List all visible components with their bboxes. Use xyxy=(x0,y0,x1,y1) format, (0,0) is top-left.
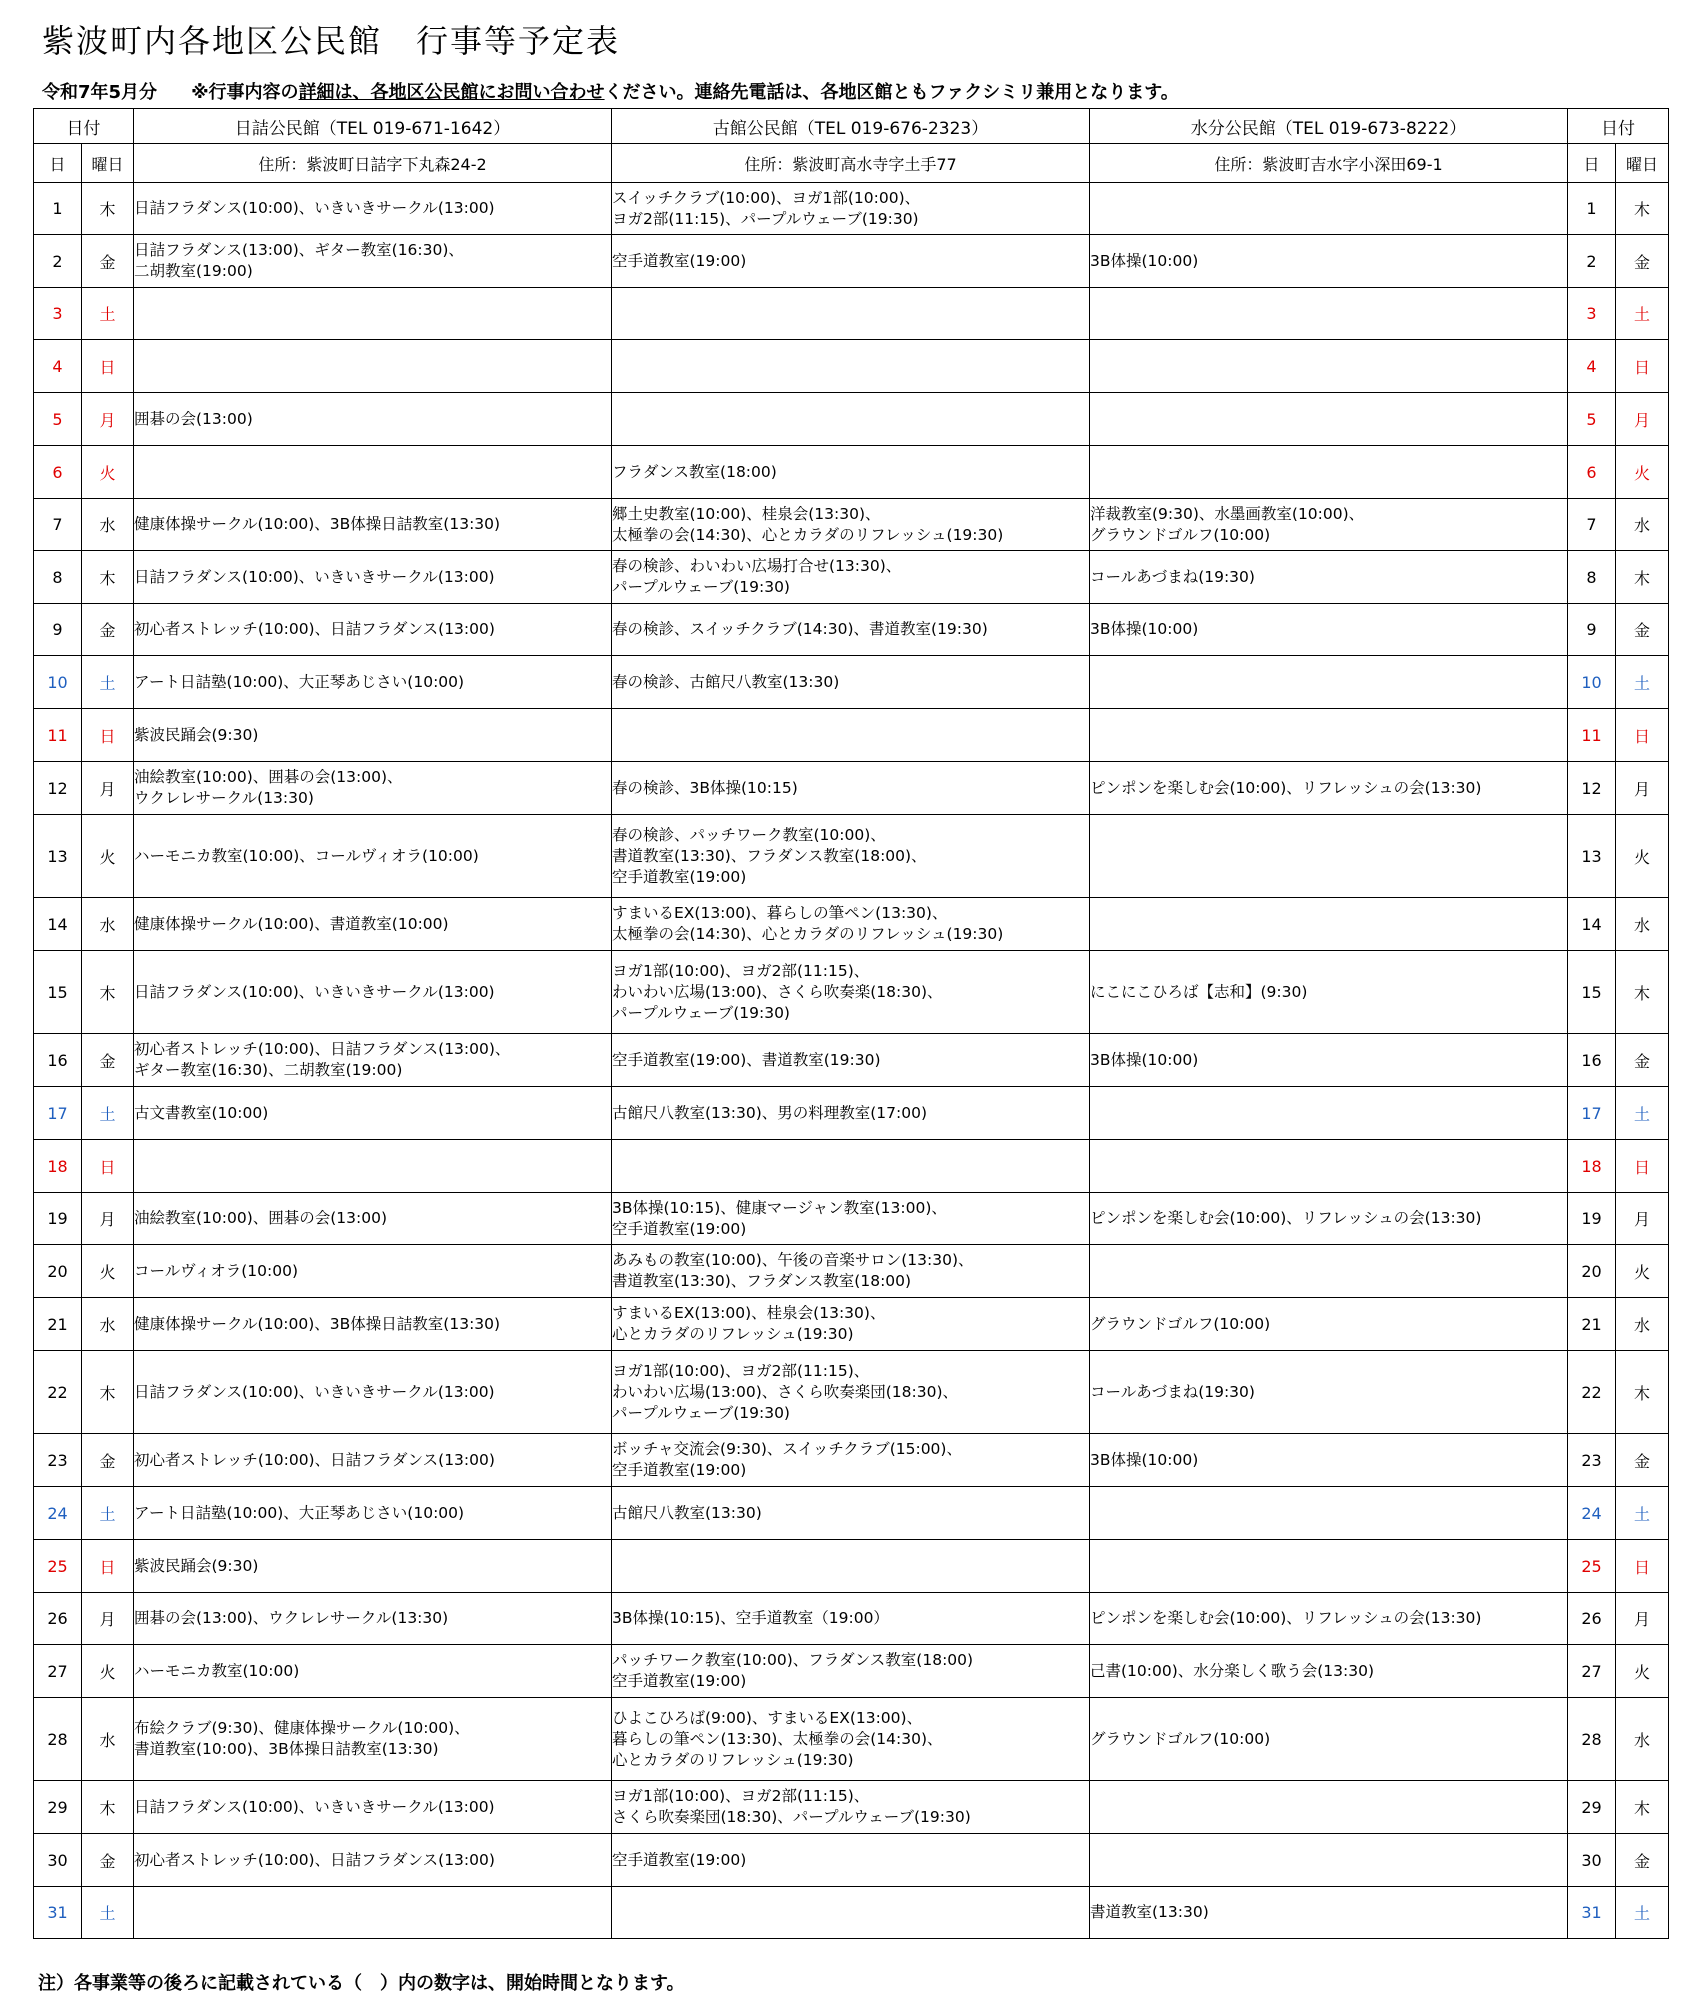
table-row xyxy=(34,551,1669,604)
mizuwake-events-cell xyxy=(1090,288,1568,340)
weekday-cell-right: 金 xyxy=(1616,604,1669,656)
furudate-events-cell: 春の検診、スイッチクラブ(14:30)、書道教室(19:30) xyxy=(612,604,1090,656)
day-cell-right: 12 xyxy=(1568,762,1616,815)
furudate-events-cell: あみもの教室(10:00)、午後の音楽サロン(13:30)、 書道教室(13:30)、フラダンス教室(18:00) xyxy=(612,1245,1090,1298)
day-header-right: 日 xyxy=(1568,144,1616,183)
weekday-cell: 水 xyxy=(82,1298,134,1351)
mizuwake-events-cell xyxy=(1090,898,1568,951)
month-label: 令和7年5月分 xyxy=(42,82,158,103)
weekday-header-right: 曜日 xyxy=(1616,144,1669,183)
weekday-cell-right: 日 xyxy=(1616,1540,1669,1593)
day-cell-right: 31 xyxy=(1568,1887,1616,1939)
notice-text-post: ください。連絡先電話は、各地区館ともファクシミリ兼用となります。 xyxy=(604,82,1179,103)
day-cell: 27 xyxy=(34,1645,82,1698)
day-cell: 1 xyxy=(34,183,82,235)
subtitle xyxy=(42,78,1179,104)
table-row xyxy=(34,1781,1669,1834)
table-row xyxy=(34,1298,1669,1351)
furudate-events-cell xyxy=(612,1140,1090,1193)
day-cell-right: 15 xyxy=(1568,951,1616,1034)
weekday-cell: 土 xyxy=(82,1487,134,1540)
hizume-events-cell: 日詰フラダンス(10:00)、いきいきサークル(13:00) xyxy=(134,551,612,604)
furudate-events-cell: 空手道教室(19:00) xyxy=(612,235,1090,288)
furudate-events-cell: フラダンス教室(18:00) xyxy=(612,446,1090,499)
mizuwake-events-cell xyxy=(1090,393,1568,446)
furudate-events-cell xyxy=(612,1887,1090,1939)
weekday-cell: 水 xyxy=(82,499,134,551)
mizuwake-events-cell xyxy=(1090,815,1568,898)
weekday-cell: 土 xyxy=(82,1087,134,1140)
day-cell: 11 xyxy=(34,709,82,762)
day-cell-right: 30 xyxy=(1568,1834,1616,1887)
weekday-cell-right: 火 xyxy=(1616,815,1669,898)
furudate-events-cell: すまいるEX(13:00)、桂泉会(13:30)、 心とカラダのリフレッシュ(19:30) xyxy=(612,1298,1090,1351)
day-cell-right: 11 xyxy=(1568,709,1616,762)
hizume-events-cell: 初心者ストレッチ(10:00)、日詰フラダンス(13:00)、 ギター教室(16:30)、二胡教室(19:00) xyxy=(134,1034,612,1087)
furudate-events-cell xyxy=(612,288,1090,340)
day-cell-right: 9 xyxy=(1568,604,1616,656)
day-cell-right: 25 xyxy=(1568,1540,1616,1593)
mizuwake-events-cell: 3B体操(10:00) xyxy=(1090,1434,1568,1487)
day-cell-right: 2 xyxy=(1568,235,1616,288)
weekday-cell-right: 木 xyxy=(1616,951,1669,1034)
hizume-events-cell: 布絵クラブ(9:30)、健康体操サークル(10:00)、 書道教室(10:00)、3B体操日詰教室(13:30) xyxy=(134,1698,612,1781)
weekday-cell: 火 xyxy=(82,815,134,898)
day-cell-right: 4 xyxy=(1568,340,1616,393)
weekday-cell: 金 xyxy=(82,604,134,656)
weekday-cell-right: 水 xyxy=(1616,499,1669,551)
weekday-cell-right: 水 xyxy=(1616,898,1669,951)
day-cell: 19 xyxy=(34,1193,82,1245)
notice-text-pre: ※行事内容の xyxy=(191,82,299,103)
table-row xyxy=(34,1540,1669,1593)
weekday-cell: 土 xyxy=(82,656,134,709)
mizuwake-events-cell: グラウンドゴルフ(10:00) xyxy=(1090,1698,1568,1781)
weekday-cell-right: 日 xyxy=(1616,1140,1669,1193)
furudate-events-cell: ひよこひろば(9:00)、すまいるEX(13:00)、 暮らしの筆ペン(13:30)、太極拳の会(14:30)、 心とカラダのリフレッシュ(19:30) xyxy=(612,1698,1090,1781)
day-cell-right: 1 xyxy=(1568,183,1616,235)
table-row xyxy=(34,1834,1669,1887)
furudate-events-cell xyxy=(612,340,1090,393)
day-cell: 13 xyxy=(34,815,82,898)
day-cell: 3 xyxy=(34,288,82,340)
mizuwake-events-cell: 3B体操(10:00) xyxy=(1090,235,1568,288)
furudate-events-cell: 春の検診、3B体操(10:15) xyxy=(612,762,1090,815)
mizuwake-events-cell xyxy=(1090,1834,1568,1887)
hizume-events-cell: 日詰フラダンス(13:00)、ギター教室(16:30)、 二胡教室(19:00) xyxy=(134,235,612,288)
day-cell: 22 xyxy=(34,1351,82,1434)
day-cell: 31 xyxy=(34,1887,82,1939)
table-row xyxy=(34,1887,1669,1939)
day-cell: 29 xyxy=(34,1781,82,1834)
weekday-cell: 金 xyxy=(82,1034,134,1087)
notice-text-underlined: 詳細は、各地区公民館にお問い合わせ xyxy=(298,82,605,103)
hizume-events-cell: 囲碁の会(13:00)、ウクレレサークル(13:30) xyxy=(134,1593,612,1645)
day-cell: 6 xyxy=(34,446,82,499)
table-row xyxy=(34,1645,1669,1698)
day-cell: 17 xyxy=(34,1087,82,1140)
mizuwake-events-cell xyxy=(1090,340,1568,393)
weekday-cell-right: 月 xyxy=(1616,393,1669,446)
weekday-cell: 火 xyxy=(82,1245,134,1298)
furudate-events-cell: ボッチャ交流会(9:30)、スイッチクラブ(15:00)、 空手道教室(19:00) xyxy=(612,1434,1090,1487)
day-cell-right: 19 xyxy=(1568,1193,1616,1245)
weekday-cell-right: 日 xyxy=(1616,709,1669,762)
weekday-cell: 金 xyxy=(82,1834,134,1887)
hizume-events-cell: 日詰フラダンス(10:00)、いきいきサークル(13:00) xyxy=(134,1351,612,1434)
hizume-events-cell: 初心者ストレッチ(10:00)、日詰フラダンス(13:00) xyxy=(134,1834,612,1887)
hizume-events-cell: 古文書教室(10:00) xyxy=(134,1087,612,1140)
table-row xyxy=(34,762,1669,815)
day-cell-right: 17 xyxy=(1568,1087,1616,1140)
weekday-cell: 水 xyxy=(82,898,134,951)
mizuwake-events-cell: 3B体操(10:00) xyxy=(1090,1034,1568,1087)
day-cell: 21 xyxy=(34,1298,82,1351)
hizume-events-cell: アート日詰塾(10:00)、大正琴あじさい(10:00) xyxy=(134,1487,612,1540)
day-cell: 2 xyxy=(34,235,82,288)
furudate-events-cell: ヨガ1部(10:00)、ヨガ2部(11:15)、 わいわい広場(13:00)、さくら吹奏楽団(18:30)、 パープルウェーブ(19:30) xyxy=(612,1351,1090,1434)
weekday-cell: 月 xyxy=(82,1593,134,1645)
furudate-events-cell: 3B体操(10:15)、健康マージャン教室(13:00)、 空手道教室(19:00) xyxy=(612,1193,1090,1245)
day-cell: 5 xyxy=(34,393,82,446)
day-cell: 26 xyxy=(34,1593,82,1645)
weekday-cell: 日 xyxy=(82,1540,134,1593)
mizuwake-events-cell: コールあづまね(19:30) xyxy=(1090,1351,1568,1434)
day-cell: 20 xyxy=(34,1245,82,1298)
hizume-events-cell xyxy=(134,1887,612,1939)
mizuwake-events-cell xyxy=(1090,1140,1568,1193)
mizuwake-events-cell: グラウンドゴルフ(10:00) xyxy=(1090,1298,1568,1351)
furudate-events-cell xyxy=(612,393,1090,446)
mizuwake-events-cell: 3B体操(10:00) xyxy=(1090,604,1568,656)
date-header: 日付 xyxy=(34,109,134,144)
day-cell: 30 xyxy=(34,1834,82,1887)
furudate-events-cell: 3B体操(10:15)、空手道教室（19:00） xyxy=(612,1593,1090,1645)
mizuwake-events-cell: ピンポンを楽しむ会(10:00)、リフレッシュの会(13:30) xyxy=(1090,762,1568,815)
hizume-events-cell: 油絵教室(10:00)、囲碁の会(13:00) xyxy=(134,1193,612,1245)
address-furudate: 住所：紫波町高水寺字土手77 xyxy=(612,144,1090,183)
header-row-top xyxy=(34,109,1669,144)
day-cell-right: 16 xyxy=(1568,1034,1616,1087)
table-row xyxy=(34,446,1669,499)
day-cell: 28 xyxy=(34,1698,82,1781)
day-cell-right: 7 xyxy=(1568,499,1616,551)
mizuwake-events-cell xyxy=(1090,1781,1568,1834)
table-row xyxy=(34,1245,1669,1298)
day-cell-right: 21 xyxy=(1568,1298,1616,1351)
hizume-events-cell: 日詰フラダンス(10:00)、いきいきサークル(13:00) xyxy=(134,951,612,1034)
table-row xyxy=(34,1087,1669,1140)
mizuwake-events-cell: 書道教室(13:30) xyxy=(1090,1887,1568,1939)
hizume-events-cell xyxy=(134,1140,612,1193)
day-cell-right: 18 xyxy=(1568,1140,1616,1193)
weekday-cell-right: 水 xyxy=(1616,1298,1669,1351)
hall-header-mizuwake: 水分公民館（TEL 019-673-8222） xyxy=(1090,109,1568,144)
schedule-table xyxy=(33,108,1669,1939)
day-cell: 25 xyxy=(34,1540,82,1593)
hizume-events-cell: 日詰フラダンス(10:00)、いきいきサークル(13:00) xyxy=(134,1781,612,1834)
weekday-cell-right: 火 xyxy=(1616,446,1669,499)
weekday-cell-right: 火 xyxy=(1616,1645,1669,1698)
furudate-events-cell: ヨガ1部(10:00)、ヨガ2部(11:15)、 さくら吹奏楽団(18:30)、パープルウェーブ(19:30) xyxy=(612,1781,1090,1834)
furudate-events-cell: 春の検診、パッチワーク教室(10:00)、 書道教室(13:30)、フラダンス教室(18:00)、 空手道教室(19:00) xyxy=(612,815,1090,898)
weekday-cell: 火 xyxy=(82,1645,134,1698)
day-cell: 23 xyxy=(34,1434,82,1487)
furudate-events-cell: 空手道教室(19:00)、書道教室(19:30) xyxy=(612,1034,1090,1087)
mizuwake-events-cell xyxy=(1090,183,1568,235)
table-row xyxy=(34,183,1669,235)
weekday-cell-right: 木 xyxy=(1616,1781,1669,1834)
day-cell: 14 xyxy=(34,898,82,951)
day-cell-right: 28 xyxy=(1568,1698,1616,1781)
address-mizuwake: 住所：紫波町吉水字小深田69-1 xyxy=(1090,144,1568,183)
day-cell-right: 14 xyxy=(1568,898,1616,951)
day-cell-right: 13 xyxy=(1568,815,1616,898)
furudate-events-cell: 春の検診、古館尺八教室(13:30) xyxy=(612,656,1090,709)
hizume-events-cell: コールヴィオラ(10:00) xyxy=(134,1245,612,1298)
hizume-events-cell xyxy=(134,288,612,340)
furudate-events-cell: 郷土史教室(10:00)、桂泉会(13:30)、 太極拳の会(14:30)、心とカラダのリフレッシュ(19:30) xyxy=(612,499,1090,551)
table-row xyxy=(34,1034,1669,1087)
day-cell-right: 23 xyxy=(1568,1434,1616,1487)
day-cell-right: 24 xyxy=(1568,1487,1616,1540)
day-cell: 15 xyxy=(34,951,82,1034)
furudate-events-cell: 古館尺八教室(13:30)、男の料理教室(17:00) xyxy=(612,1087,1090,1140)
weekday-cell-right: 金 xyxy=(1616,235,1669,288)
furudate-events-cell: 春の検診、わいわい広場打合せ(13:30)、 パープルウェーブ(19:30) xyxy=(612,551,1090,604)
weekday-cell-right: 土 xyxy=(1616,288,1669,340)
day-cell-right: 26 xyxy=(1568,1593,1616,1645)
hizume-events-cell: 初心者ストレッチ(10:00)、日詰フラダンス(13:00) xyxy=(134,1434,612,1487)
day-cell: 8 xyxy=(34,551,82,604)
weekday-cell-right: 月 xyxy=(1616,1593,1669,1645)
mizuwake-events-cell xyxy=(1090,1540,1568,1593)
hizume-events-cell: ハーモニカ教室(10:00)、コールヴィオラ(10:00) xyxy=(134,815,612,898)
day-cell: 10 xyxy=(34,656,82,709)
day-cell-right: 3 xyxy=(1568,288,1616,340)
day-cell: 7 xyxy=(34,499,82,551)
weekday-cell-right: 水 xyxy=(1616,1698,1669,1781)
hizume-events-cell: アート日詰塾(10:00)、大正琴あじさい(10:00) xyxy=(134,656,612,709)
day-cell-right: 29 xyxy=(1568,1781,1616,1834)
table-row xyxy=(34,709,1669,762)
day-cell: 4 xyxy=(34,340,82,393)
furudate-events-cell xyxy=(612,1540,1090,1593)
hizume-events-cell xyxy=(134,446,612,499)
mizuwake-events-cell xyxy=(1090,1087,1568,1140)
table-row xyxy=(34,604,1669,656)
hizume-events-cell: ハーモニカ教室(10:00) xyxy=(134,1645,612,1698)
weekday-cell: 月 xyxy=(82,1193,134,1245)
date-header-right: 日付 xyxy=(1568,109,1669,144)
weekday-cell-right: 月 xyxy=(1616,1193,1669,1245)
table-row xyxy=(34,235,1669,288)
page-title: 紫波町内各地区公民館 行事等予定表 xyxy=(42,22,621,60)
furudate-events-cell: スイッチクラブ(10:00)、ヨガ1部(10:00)、 ヨガ2部(11:15)、パープルウェーブ(19:30) xyxy=(612,183,1090,235)
hizume-events-cell: 紫波民踊会(9:30) xyxy=(134,709,612,762)
weekday-cell: 木 xyxy=(82,1351,134,1434)
table-row xyxy=(34,393,1669,446)
furudate-events-cell: 空手道教室(19:00) xyxy=(612,1834,1090,1887)
weekday-cell: 木 xyxy=(82,183,134,235)
furudate-events-cell xyxy=(612,709,1090,762)
hizume-events-cell: 囲碁の会(13:00) xyxy=(134,393,612,446)
weekday-cell-right: 金 xyxy=(1616,1434,1669,1487)
weekday-cell: 火 xyxy=(82,446,134,499)
weekday-cell: 月 xyxy=(82,762,134,815)
table-row xyxy=(34,951,1669,1034)
mizuwake-events-cell: ピンポンを楽しむ会(10:00)、リフレッシュの会(13:30) xyxy=(1090,1193,1568,1245)
footnote: 注）各事業等の後ろに記載されている（ ）内の数字は、開始時間となります。 xyxy=(38,1973,685,1994)
hizume-events-cell: 健康体操サークル(10:00)、3B体操日詰教室(13:30) xyxy=(134,499,612,551)
address-hizume: 住所：紫波町日詰字下丸森24-2 xyxy=(134,144,612,183)
hizume-events-cell: 健康体操サークル(10:00)、3B体操日詰教室(13:30) xyxy=(134,1298,612,1351)
header-row-bottom xyxy=(34,144,1669,183)
weekday-cell-right: 木 xyxy=(1616,1351,1669,1434)
mizuwake-events-cell: ピンポンを楽しむ会(10:00)、リフレッシュの会(13:30) xyxy=(1090,1593,1568,1645)
day-cell: 12 xyxy=(34,762,82,815)
table-row xyxy=(34,1351,1669,1434)
weekday-cell-right: 土 xyxy=(1616,1487,1669,1540)
day-cell: 16 xyxy=(34,1034,82,1087)
weekday-cell: 日 xyxy=(82,340,134,393)
table-row xyxy=(34,499,1669,551)
furudate-events-cell: 古館尺八教室(13:30) xyxy=(612,1487,1090,1540)
weekday-cell-right: 月 xyxy=(1616,762,1669,815)
weekday-cell-right: 土 xyxy=(1616,656,1669,709)
hizume-events-cell: 油絵教室(10:00)、囲碁の会(13:00)、 ウクレレサークル(13:30) xyxy=(134,762,612,815)
table-row xyxy=(34,1698,1669,1781)
mizuwake-events-cell xyxy=(1090,446,1568,499)
mizuwake-events-cell xyxy=(1090,1245,1568,1298)
mizuwake-events-cell xyxy=(1090,656,1568,709)
mizuwake-events-cell: にこにこひろば【志和】(9:30) xyxy=(1090,951,1568,1034)
table-row xyxy=(34,340,1669,393)
day-cell-right: 6 xyxy=(1568,446,1616,499)
table-row xyxy=(34,898,1669,951)
day-cell-right: 10 xyxy=(1568,656,1616,709)
day-cell: 9 xyxy=(34,604,82,656)
hizume-events-cell xyxy=(134,340,612,393)
hizume-events-cell: 日詰フラダンス(10:00)、いきいきサークル(13:00) xyxy=(134,183,612,235)
weekday-cell-right: 土 xyxy=(1616,1087,1669,1140)
table-row xyxy=(34,288,1669,340)
weekday-cell-right: 金 xyxy=(1616,1034,1669,1087)
weekday-cell: 木 xyxy=(82,551,134,604)
weekday-cell: 水 xyxy=(82,1698,134,1781)
table-row xyxy=(34,1193,1669,1245)
table-row xyxy=(34,1487,1669,1540)
day-cell-right: 22 xyxy=(1568,1351,1616,1434)
mizuwake-events-cell xyxy=(1090,709,1568,762)
table-row xyxy=(34,1434,1669,1487)
weekday-cell-right: 火 xyxy=(1616,1245,1669,1298)
weekday-cell: 木 xyxy=(82,1781,134,1834)
schedule-body xyxy=(34,183,1669,1939)
mizuwake-events-cell xyxy=(1090,1487,1568,1540)
weekday-cell-right: 金 xyxy=(1616,1834,1669,1887)
hizume-events-cell: 健康体操サークル(10:00)、書道教室(10:00) xyxy=(134,898,612,951)
weekday-cell: 金 xyxy=(82,1434,134,1487)
day-cell-right: 8 xyxy=(1568,551,1616,604)
day-header: 日 xyxy=(34,144,82,183)
weekday-cell-right: 土 xyxy=(1616,1887,1669,1939)
mizuwake-events-cell: コールあづまね(19:30) xyxy=(1090,551,1568,604)
hizume-events-cell: 初心者ストレッチ(10:00)、日詰フラダンス(13:00) xyxy=(134,604,612,656)
weekday-cell-right: 木 xyxy=(1616,551,1669,604)
weekday-cell: 金 xyxy=(82,235,134,288)
weekday-cell: 日 xyxy=(82,709,134,762)
day-cell: 24 xyxy=(34,1487,82,1540)
hall-header-hizume: 日詰公民館（TEL 019-671-1642） xyxy=(134,109,612,144)
table-row xyxy=(34,815,1669,898)
day-cell: 18 xyxy=(34,1140,82,1193)
weekday-cell: 日 xyxy=(82,1140,134,1193)
weekday-cell-right: 木 xyxy=(1616,183,1669,235)
table-row xyxy=(34,656,1669,709)
weekday-cell: 木 xyxy=(82,951,134,1034)
day-cell-right: 27 xyxy=(1568,1645,1616,1698)
furudate-events-cell: ヨガ1部(10:00)、ヨガ2部(11:15)、 わいわい広場(13:00)、さくら吹奏楽(18:30)、 パープルウェーブ(19:30) xyxy=(612,951,1090,1034)
weekday-cell: 土 xyxy=(82,1887,134,1939)
mizuwake-events-cell: 洋裁教室(9:30)、水墨画教室(10:00)、 グラウンドゴルフ(10:00) xyxy=(1090,499,1568,551)
weekday-cell: 土 xyxy=(82,288,134,340)
hizume-events-cell: 紫波民踊会(9:30) xyxy=(134,1540,612,1593)
table-row xyxy=(34,1593,1669,1645)
furudate-events-cell: すまいるEX(13:00)、暮らしの筆ペン(13:30)、 太極拳の会(14:30)、心とカラダのリフレッシュ(19:30) xyxy=(612,898,1090,951)
weekday-header: 曜日 xyxy=(82,144,134,183)
day-cell-right: 5 xyxy=(1568,393,1616,446)
weekday-cell-right: 日 xyxy=(1616,340,1669,393)
table-row xyxy=(34,1140,1669,1193)
hall-header-furudate: 古館公民館（TEL 019-676-2323） xyxy=(612,109,1090,144)
day-cell-right: 20 xyxy=(1568,1245,1616,1298)
furudate-events-cell: パッチワーク教室(10:00)、フラダンス教室(18:00) 空手道教室(19:00) xyxy=(612,1645,1090,1698)
mizuwake-events-cell: 己書(10:00)、水分楽しく歌う会(13:30) xyxy=(1090,1645,1568,1698)
weekday-cell: 月 xyxy=(82,393,134,446)
